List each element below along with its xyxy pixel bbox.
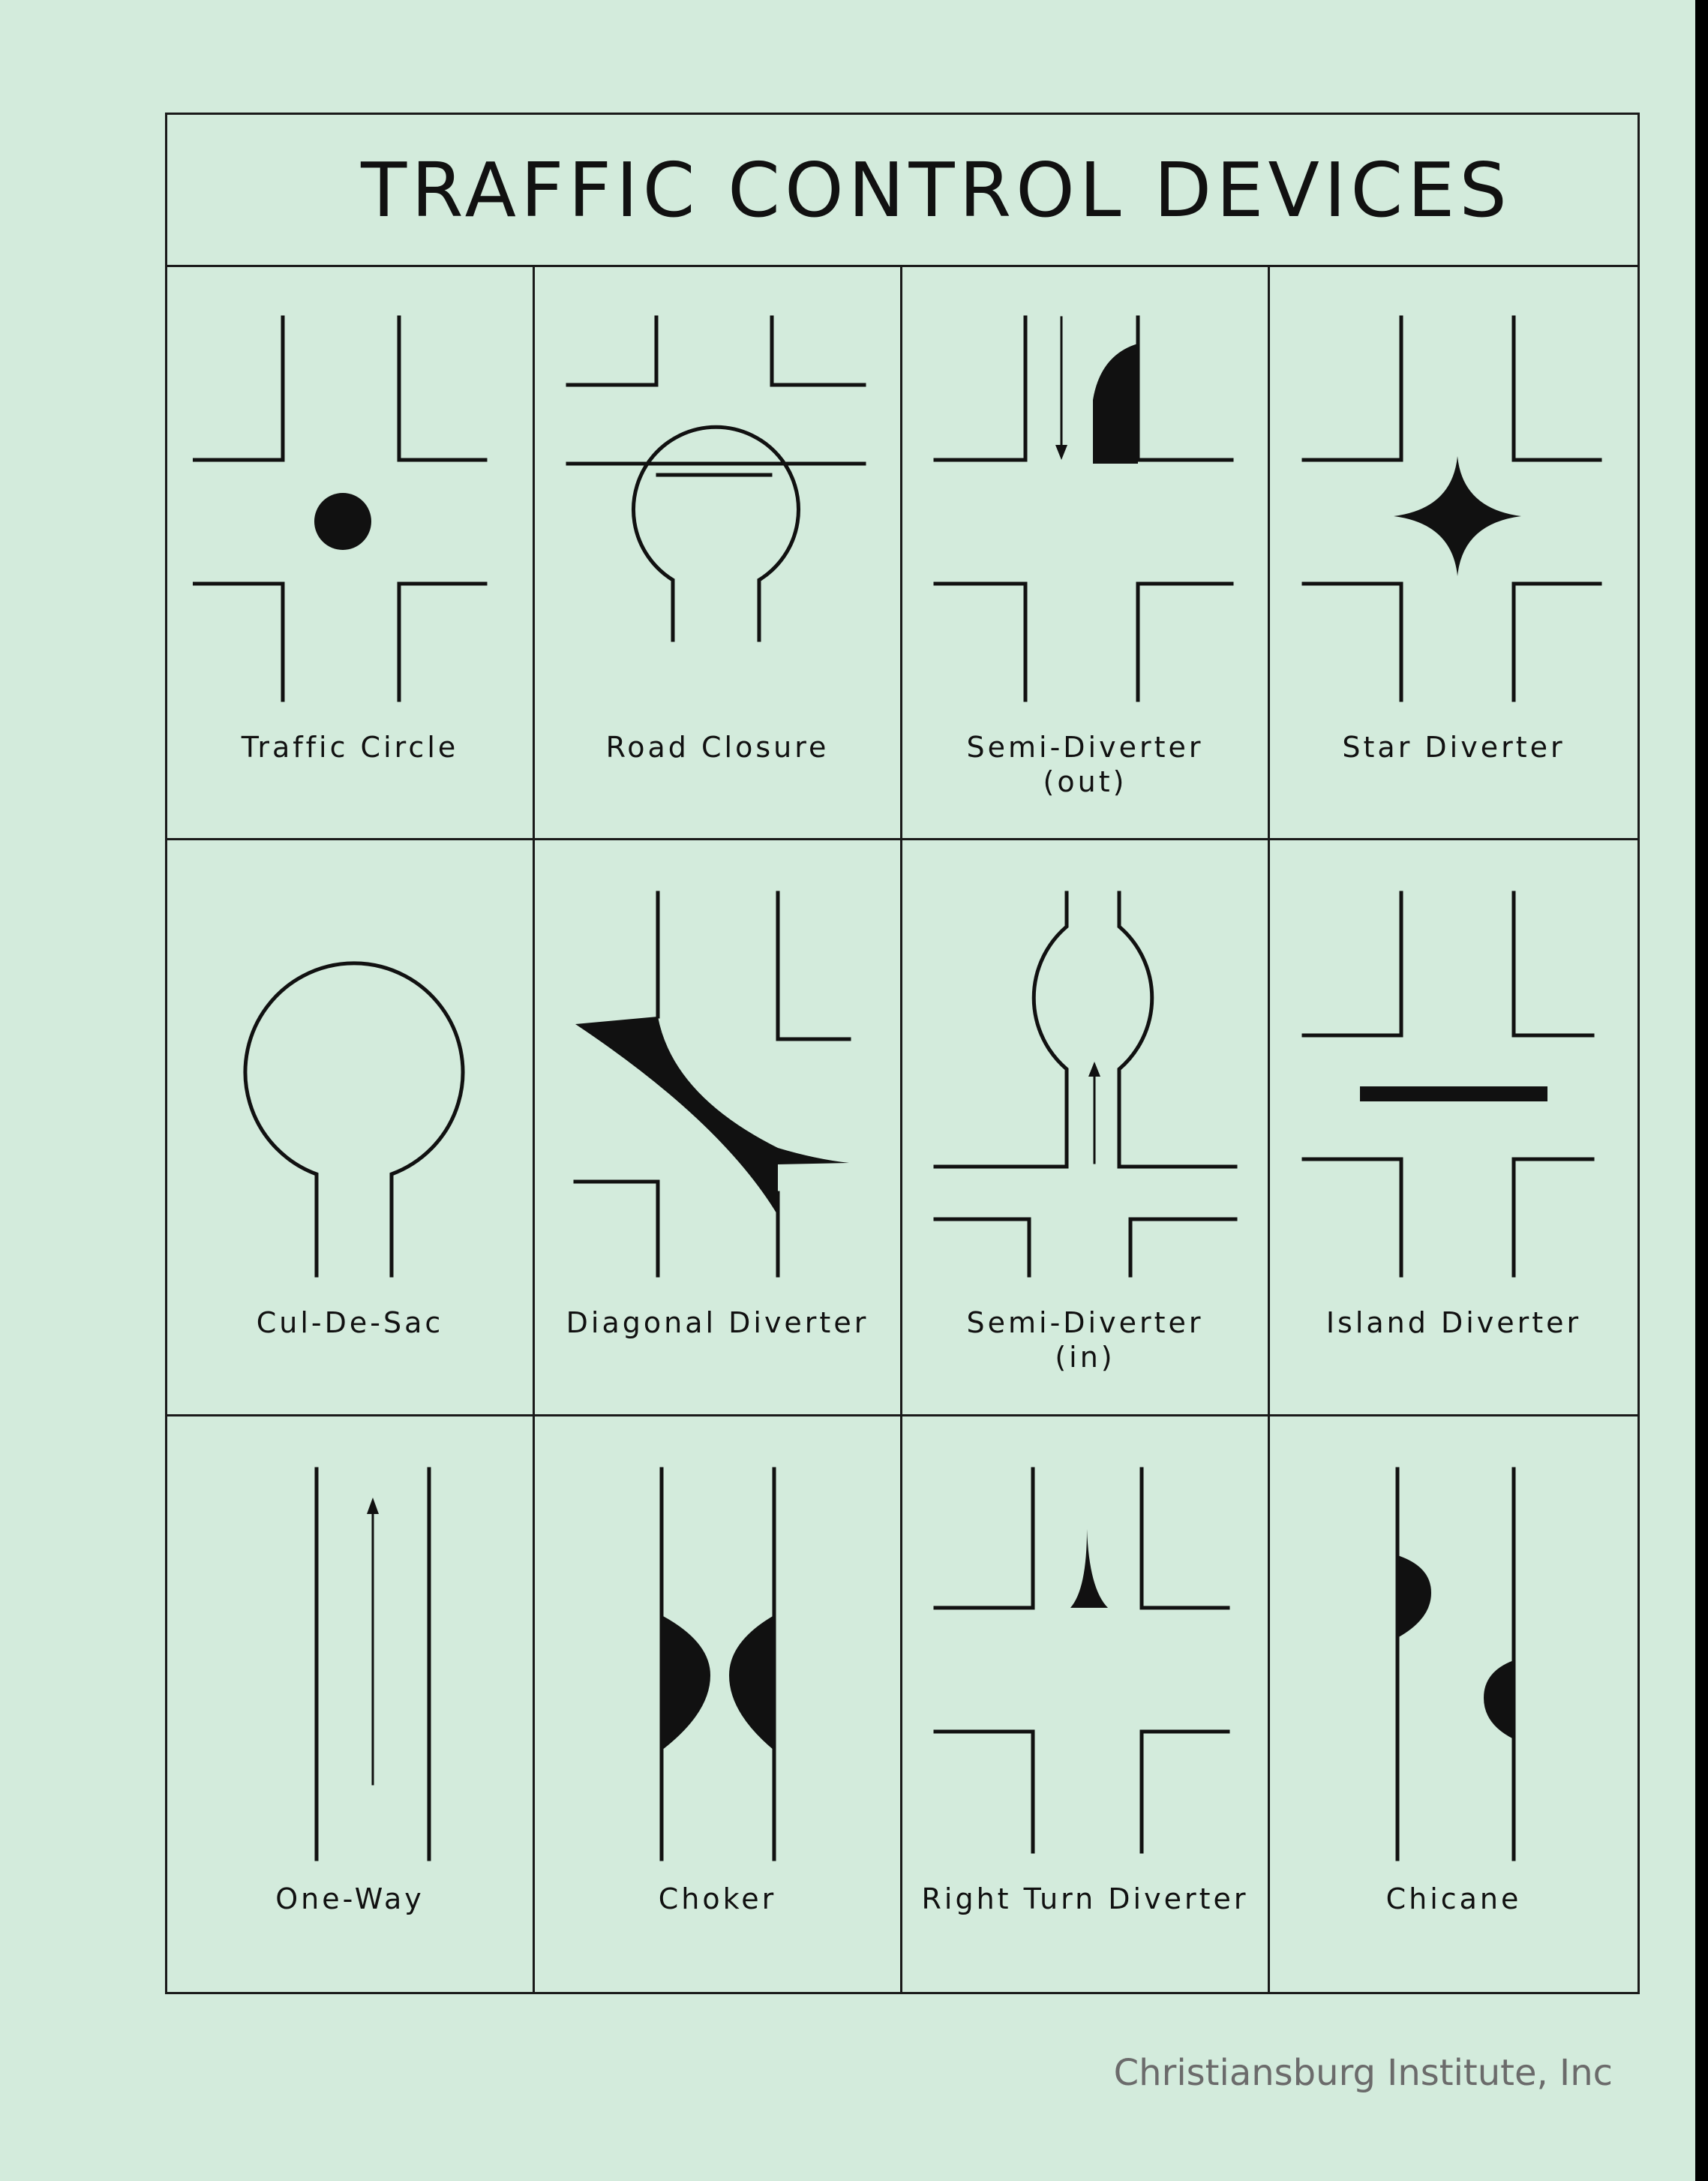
device-cell-choker (535, 1416, 902, 1992)
cul-de-sac-icon (193, 885, 508, 1290)
device-label: Cul-De-Sac (256, 1306, 444, 1340)
device-label: Traffic Circle (241, 731, 459, 764)
right-turn-diverter-icon (928, 1462, 1243, 1867)
semi-diverter-out-icon (928, 310, 1243, 715)
device-cell-diagonal-diverter (535, 840, 902, 1416)
device-cell-road-closure (535, 265, 902, 840)
road-closure-icon (560, 310, 875, 715)
device-label: Semi-Diverter (out) (966, 731, 1204, 798)
choker-icon (560, 1462, 875, 1867)
device-cell-star-diverter (1270, 265, 1637, 840)
star-diverter-icon (1296, 310, 1611, 715)
device-cell-traffic-circle (167, 265, 535, 840)
device-label: Chicane (1385, 1882, 1522, 1915)
device-label: Road Closure (605, 731, 830, 764)
device-label: Island Diverter (1325, 1306, 1582, 1340)
diagonal-diverter-icon (560, 885, 875, 1290)
island-diverter-icon (1296, 885, 1611, 1290)
device-label: Diagonal Diverter (566, 1306, 869, 1340)
device-label: Semi-Diverter (in) (966, 1306, 1204, 1374)
credit-watermark: Christiansburg Institute, Inc (1113, 2052, 1613, 2094)
device-cell-semi-diverter-out (902, 265, 1270, 840)
chart-frame (165, 113, 1640, 1994)
device-cell-chicane (1270, 1416, 1637, 1992)
device-cell-semi-diverter-in (902, 840, 1270, 1416)
title-band (167, 115, 1637, 267)
device-cell-one-way (167, 1416, 535, 1992)
chicane-icon (1296, 1462, 1611, 1867)
device-cell-right-turn-diverter (902, 1416, 1270, 1992)
device-label: Choker (658, 1882, 777, 1915)
device-cell-cul-de-sac (167, 840, 535, 1416)
traffic-circle-icon (193, 310, 508, 715)
device-label: Right Turn Diverter (921, 1882, 1249, 1915)
page-title: TRAFFIC CONTROL DEVICES (361, 146, 1511, 234)
one-way-icon (193, 1462, 508, 1867)
semi-diverter-in-icon (928, 885, 1243, 1290)
device-label: One-Way (275, 1882, 425, 1915)
device-grid (167, 265, 1637, 1992)
device-cell-island-diverter (1270, 840, 1637, 1416)
device-label: Star Diverter (1342, 731, 1565, 764)
